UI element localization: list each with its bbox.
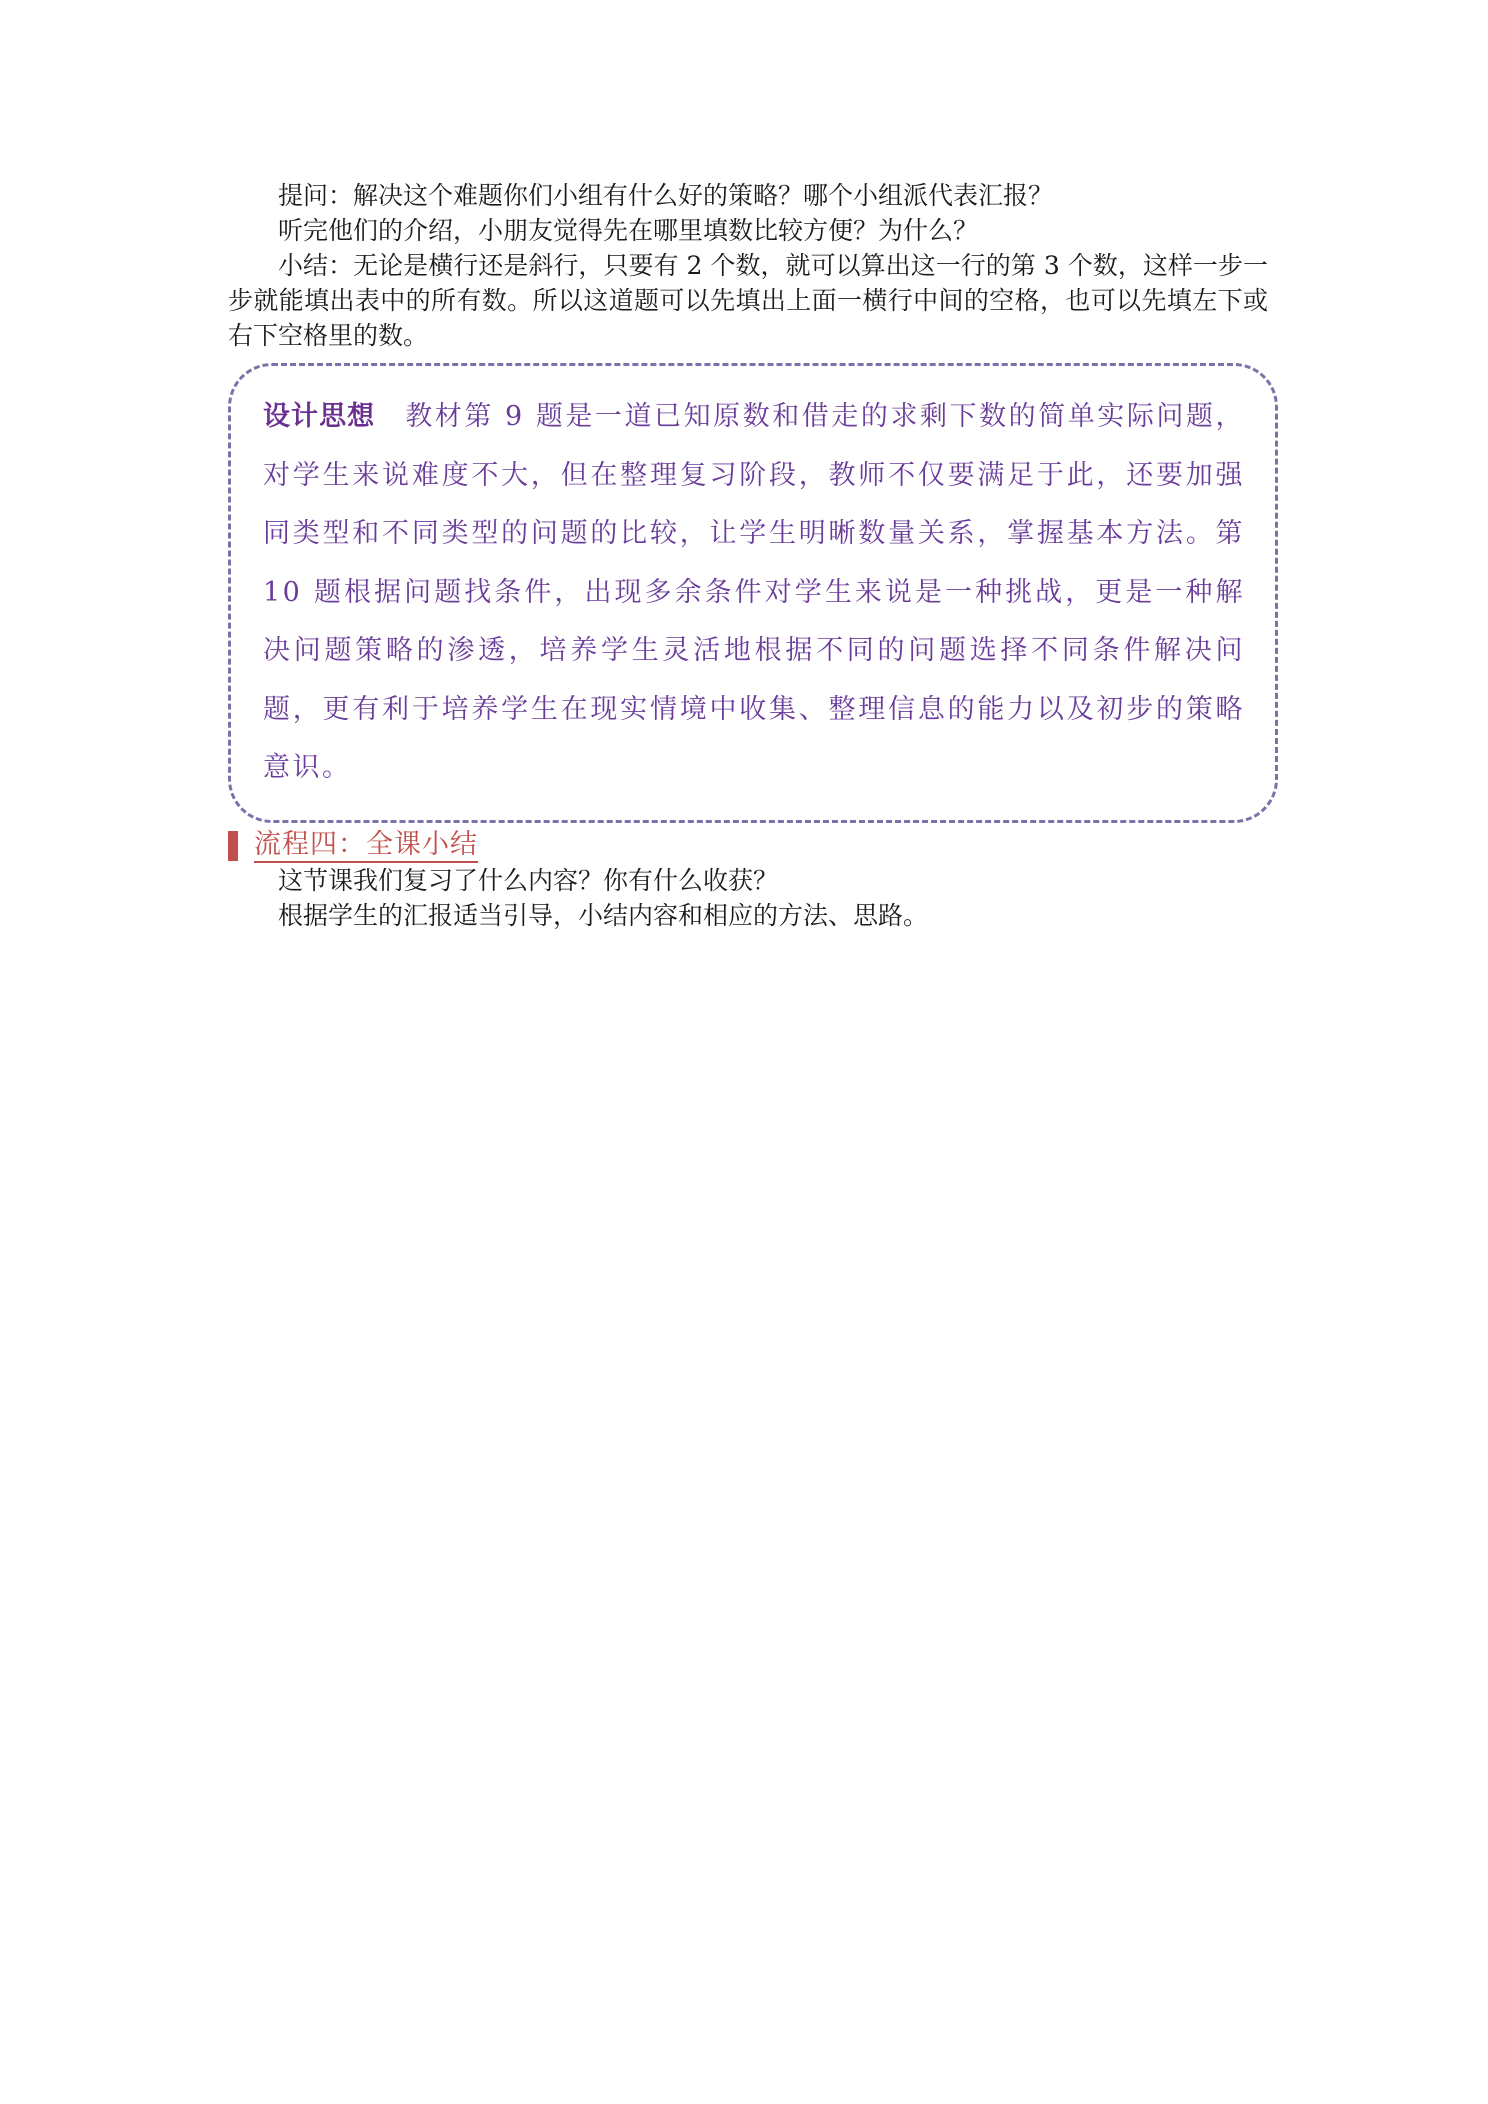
- summary-paragraph: 小结：无论是横行还是斜行，只要有 2 个数，就可以算出这一行的第 3 个数，这样一步一步就能填出表中的所有数。所以这道题可以先填出上面一横行中间的空格，也可以先填左下或右下空格里的数。: [228, 251, 1268, 350]
- question-paragraph: 提问：解决这个难题你们小组有什么好的策略？哪个小组派代表汇报？: [278, 181, 1054, 210]
- page-content: [228, 178, 1268, 933]
- design-idea-box: [228, 363, 1278, 823]
- section-title-label: 流程四：全课小结: [254, 829, 478, 863]
- design-idea-body: 教材第 9 题是一道已知原数和借走的求剩下数的简单实际问题，对学生来说难度不大，但在整理复习阶段，教师不仅要满足于此，还要加强同类型和不同类型的问题的比较，让学生明晰数量关系，掌握基本方法。第 10 题根据问题找条件，出现多余条件对学生来说是一种挑战，更是一种解决问题策略的渗透，培养学生灵活地根据不同的问题选择不同条件解决问题，更有利于培养学生在现实情境中收集、整理信息的能力以及初步的策略意识。: [263, 401, 1246, 783]
- follow-up-paragraph: 听完他们的介绍，小朋友觉得先在哪里填数比较方便？为什么？: [278, 216, 979, 245]
- section-marker-bar: [228, 831, 238, 861]
- closing-question-paragraph: 这节课我们复习了什么内容？你有什么收获？: [278, 865, 779, 895]
- design-idea-heading: 设计思想: [263, 401, 376, 432]
- closing-guidance-paragraph: 根据学生的汇报适当引导，小结内容和相应的方法、思路。: [278, 900, 929, 930]
- section-heading: [228, 829, 1268, 863]
- design-idea-text: [263, 388, 1245, 798]
